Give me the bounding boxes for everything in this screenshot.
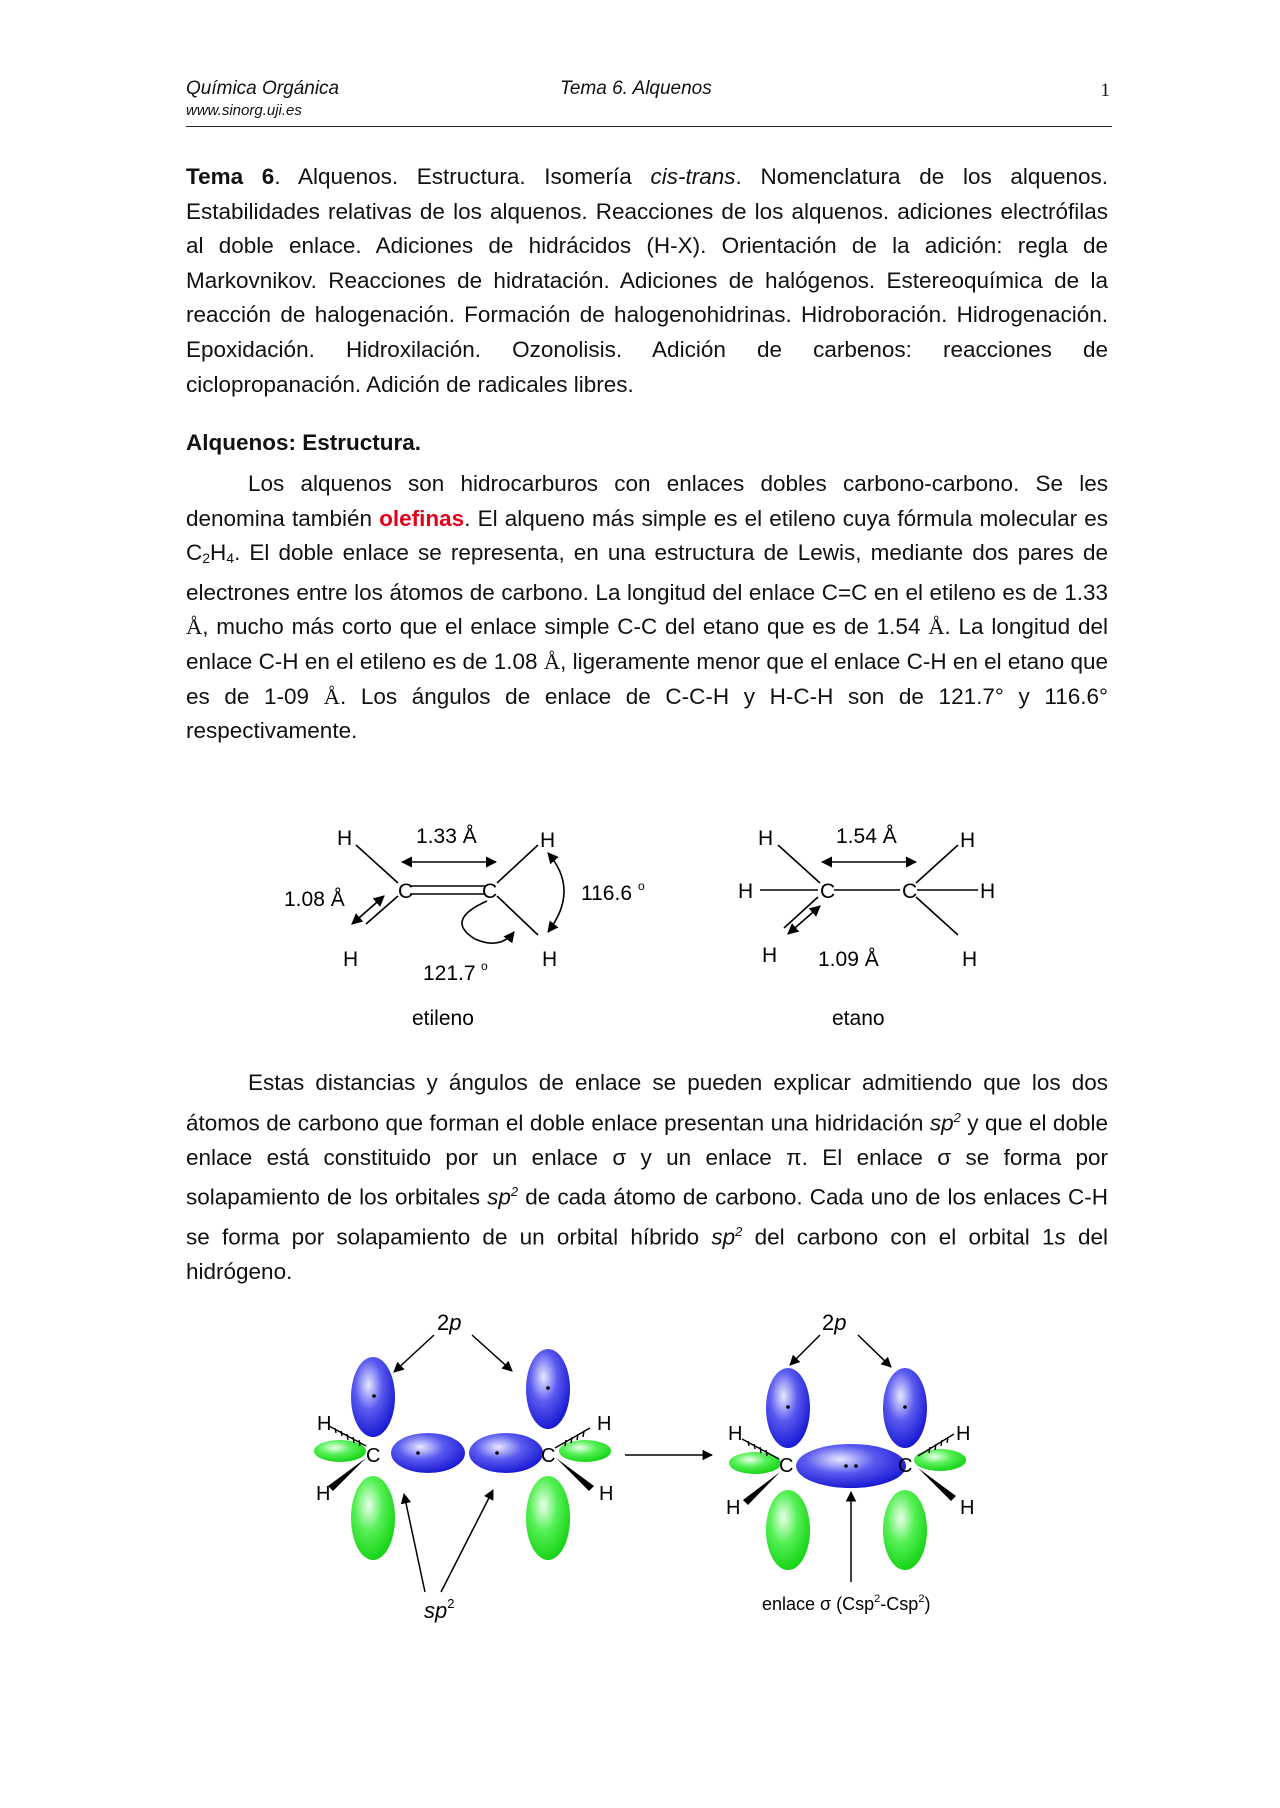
p1-text: H [210,540,227,566]
sigma-bond-lobe [796,1444,906,1488]
label-2p-left: 2p [437,1310,462,1335]
course-url: www.sinorg.uji.es [186,102,302,119]
p-orbital-lobe-lower [351,1476,395,1560]
ethylene-c: C [482,880,498,903]
h-label: H [726,1497,741,1519]
section-title: Alquenos: Estructura. [186,430,422,455]
ch-length-arrow [352,896,384,924]
p1-subscript: 2 [202,550,211,567]
p2-text: Estas distancias y ángulos de enlace se pueden explicar admitiendo que los dos átomos de carbono que forman el doble enlace presentan una hidridación [186,1070,1108,1136]
sp2-lobe [391,1433,465,1473]
topic-summary [186,160,1108,402]
p1-text: Los alquenos son hidrocarburos con enlaces dobles carbono-carbono. Se les denomina también [186,471,1108,531]
p2-text: del carbono con el orbital 1 [742,1224,1055,1250]
page-header [186,76,1112,127]
sp-term: sp [711,1224,736,1250]
sp-sup: 2 [510,1184,519,1200]
orbital-figure [0,1300,1280,1630]
p1-text: , ligeramente menor que el enlace C-H en el etano que es de 1-09 [186,648,1108,709]
sp-sup: 2 [953,1109,961,1125]
h-label: H [728,1423,743,1445]
ethane-h: H [738,880,754,903]
ethylene-caption: etileno [412,1007,474,1030]
c-label: C [541,1445,556,1467]
summary-italic: cis-trans [650,164,736,189]
ch-length-label: 1.08 Å [284,888,345,911]
p1-text: . La longitud del enlace C-H en el etileno es de 1.08 [186,614,1108,674]
ethylene-h: H [542,948,558,971]
olefinas-term: olefinas [379,505,465,531]
ethylene-h: H [337,827,353,850]
ethane-structure [760,845,978,935]
c-label: C [366,1445,381,1467]
summary-label: Tema 6 [186,164,275,189]
bond-geometry-figure [0,800,1280,1040]
h-label: H [316,1483,331,1505]
sp2-lobe [469,1433,543,1473]
p2-text: del hidrógeno. [186,1224,1108,1285]
carbon-2-orbitals [469,1349,614,1560]
page-number: 1 [1100,80,1110,101]
cc-length-label: 1.33 Å [416,825,477,848]
sp-term: sp [929,1110,954,1136]
ethylene-h: H [540,829,556,852]
ethane-ch-label: 1.09 Å [818,948,879,971]
p-orbital-lobe-lower [766,1490,810,1570]
ethane-h: H [962,948,978,971]
p1-text: . Los ángulos de enlace de C-C-H y H-C-H son de 121.7° y 116.6° respectivamente. [186,683,1108,744]
h-label: H [317,1413,332,1435]
sp-sup: 2 [735,1224,743,1240]
cch-angle-arc [462,901,514,943]
sigma-bond-orbitals [729,1368,966,1570]
hch-angle-arc [548,853,564,932]
h-label: H [960,1497,975,1519]
angstrom-symbol: Å [543,648,561,674]
angstrom-symbol: Å [928,614,945,640]
topic-title: Tema 6. Alquenos [560,78,712,99]
h-s-orbital [314,1440,366,1462]
p-orbital-lobe-lower [526,1476,570,1560]
p1-text: , mucho más corto que el enlace simple C-C del etano que es de 1.54 [202,614,929,640]
ethylene-c: C [398,880,414,903]
angstrom-symbol: Å [186,614,203,640]
ethane-h: H [960,829,976,852]
structure-paragraph [186,467,1108,749]
h-label: H [599,1483,614,1505]
cch-angle-label: 121.7 [423,962,476,985]
c-label: C [898,1455,913,1477]
p1-text: . El alqueno más simple es el etileno cuya fórmula molecular es C [186,505,1108,566]
ethane-cc-label: 1.54 Å [836,825,897,848]
c-label: C [779,1455,794,1477]
sp-term: sp [487,1184,511,1210]
summary-text-1: . Alquenos. Estructura. Isomería [274,164,651,189]
h-label: H [956,1423,971,1445]
p-orbital-lobe-lower [883,1490,927,1570]
hybridization-paragraph [186,1066,1108,1290]
carbon-1-orbitals [314,1357,465,1560]
ethylene-h: H [343,948,359,971]
ethane-h: H [758,827,774,850]
p2-text: de cada átomo de carbono. Cada uno de los enlaces C-H se forma por solapamiento de un orbital híbrido [186,1184,1108,1250]
ethane-c: C [820,880,836,903]
h-s-orbital [914,1449,966,1471]
label-2p-right: 2p [822,1310,847,1335]
angstrom-symbol: Å [323,683,340,709]
p1-subscript: 4 [226,550,235,567]
cch-degree: o [481,959,488,973]
ethane-caption: etano [832,1007,885,1030]
ethane-h: H [762,944,778,967]
ethane-c: C [902,880,918,903]
hch-degree: o [638,879,645,893]
sigma-bond-label: enlace σ (Csp$^2$-Csp$^2$) [762,1593,931,1614]
hch-angle-label: 116.6 [581,882,632,905]
s-orbital-term: s [1054,1224,1066,1250]
ethane-h: H [980,880,996,903]
ethylene-structure [352,845,564,943]
h-label: H [597,1413,612,1435]
h-s-orbital [559,1440,611,1462]
summary-text-2: . Nomenclatura de los alquenos. Estabilidades relativas de los alquenos. Reacciones de los alquenos. adiciones electrófilas al doble enlace. Adiciones de hidrácidos (H-X). Orientación de la adición: regla de Markovnikov. Reacciones de hidratación. Adiciones de halógenos. Estereoquímica de la reacción de halogenación. Formación de halogenohidrinas. Hidroboración. Hidrogenación. Epoxidación. Hidroxilación. Ozonolisis. Adición de carbenos: reacciones de ciclopropanación. Adición de radicales libres. [186,164,1108,397]
label-sp2: $sp^2$ [424,1596,455,1623]
p2-text: y que el doble enlace está constituido por un enlace σ y un enlace π. El enlace σ se forma por solapamiento de los orbitales [186,1110,1108,1210]
p1-text: . El doble enlace se representa, en una estructura de Lewis, mediante dos pares de electrones entre los átomos de carbono. La longitud del enlace C=C en el etileno es de 1.33 [186,540,1108,605]
course-title: Química Orgánica [186,78,340,99]
